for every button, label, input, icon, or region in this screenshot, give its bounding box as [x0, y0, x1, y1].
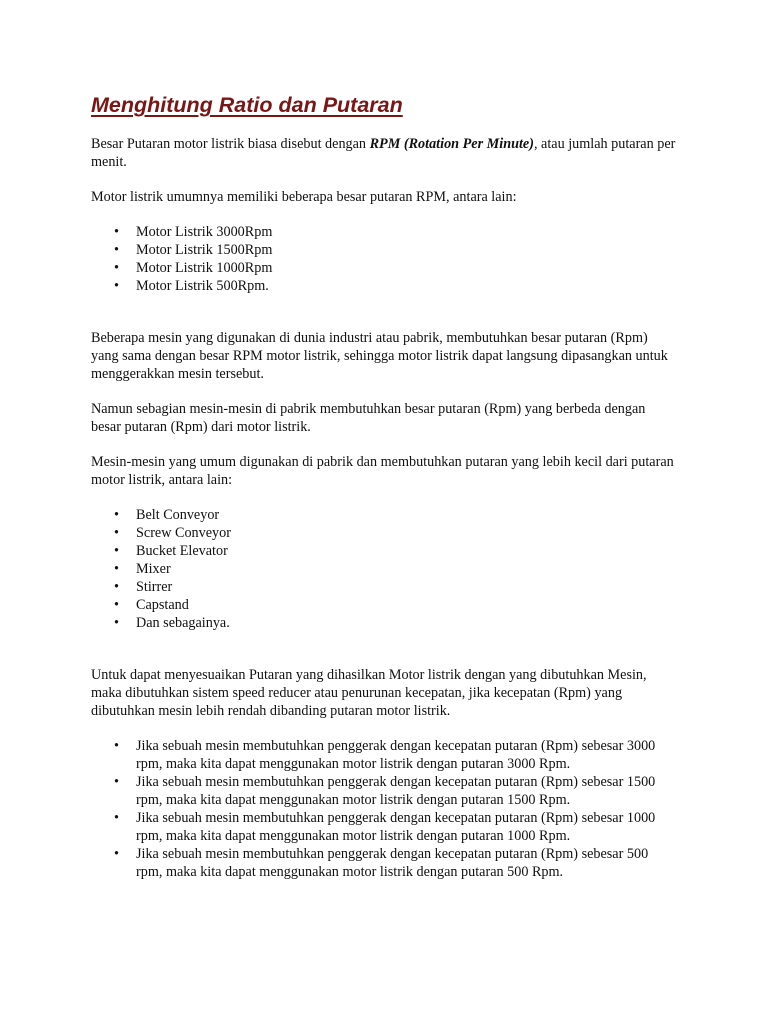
intro-text-after: , atau jumlah putaran per menit. [91, 136, 676, 170]
list-item: • Jika sebuah mesin membutuhkan penggerak dengan kecepatan putaran (Rpm) sebesar 500 rpm, maka kita dapat menggunakan motor listrik dengan putaran 500 Rpm. [136, 845, 678, 881]
reducer-paragraph: Untuk dapat menyesuaikan Putaran yang dihasilkan Motor listrik dengan yang dibutuhkan Mesin, maka dibutuhkan sistem speed reducer atau penurunan kecepatan, jika kecepatan (Rpm) yang dibutuhkan mesin lebih rendah dibanding putaran motor listrik. [91, 667, 647, 719]
page-title: Menghitung Ratio dan Putaran [91, 93, 403, 117]
list-item: • Bucket Elevator [136, 542, 678, 560]
list-item: • Dan sebagainya. [136, 614, 678, 632]
list-item: • Mixer [136, 560, 678, 578]
list-item: • Jika sebuah mesin membutuhkan penggerak dengan kecepatan putaran (Rpm) sebesar 1500 rpm, maka kita dapat menggunakan motor listrik dengan putaran 1500 Rpm. [136, 773, 678, 809]
rpm-list [91, 223, 678, 295]
spacer [91, 649, 678, 666]
rpm-intro-paragraph: Motor listrik umumnya memiliki beberapa besar putaran RPM, antara lain: [91, 189, 517, 205]
list-item: • Belt Conveyor [136, 506, 678, 524]
list-item: • Screw Conveyor [136, 524, 678, 542]
list-item: • Motor Listrik 500Rpm. [136, 277, 678, 295]
list-item: • Motor Listrik 1000Rpm [136, 259, 678, 277]
list-item: • Jika sebuah mesin membutuhkan penggerak dengan kecepatan putaran (Rpm) sebesar 1000 rpm, maka kita dapat menggunakan motor listrik dengan putaran 1000 Rpm. [136, 809, 678, 845]
machines-list [91, 506, 678, 632]
rpm-term: RPM (Rotation Per Minute) [369, 136, 534, 152]
list-item: • Capstand [136, 596, 678, 614]
intro-text-before: Besar Putaran motor listrik biasa disebut dengan [91, 136, 370, 152]
cases-list [91, 737, 678, 881]
list-item: • Stirrer [136, 578, 678, 596]
list-item: • Motor Listrik 1500Rpm [136, 241, 678, 259]
machines-intro-paragraph: Mesin-mesin yang umum digunakan di pabrik dan membutuhkan putaran yang lebih kecil dari putaran motor listrik, antara lain: [91, 454, 674, 488]
spacer [91, 312, 678, 329]
intro-paragraph [91, 135, 678, 171]
list-item: • Motor Listrik 3000Rpm [136, 223, 678, 241]
list-item: • Jika sebuah mesin membutuhkan penggerak dengan kecepatan putaran (Rpm) sebesar 3000 rpm, maka kita dapat menggunakan motor listrik dengan putaran 3000 Rpm. [136, 737, 678, 773]
same-rpm-paragraph: Beberapa mesin yang digunakan di dunia industri atau pabrik, membutuhkan besar putaran (Rpm) yang sama dengan besar RPM motor listrik, sehingga motor listrik dapat langsung dipasangkan untuk menggerakkan mesin tersebut. [91, 330, 668, 382]
different-rpm-paragraph: Namun sebagian mesin-mesin di pabrik membutuhkan besar putaran (Rpm) yang berbeda dengan besar putaran (Rpm) dari motor listrik. [91, 401, 646, 435]
